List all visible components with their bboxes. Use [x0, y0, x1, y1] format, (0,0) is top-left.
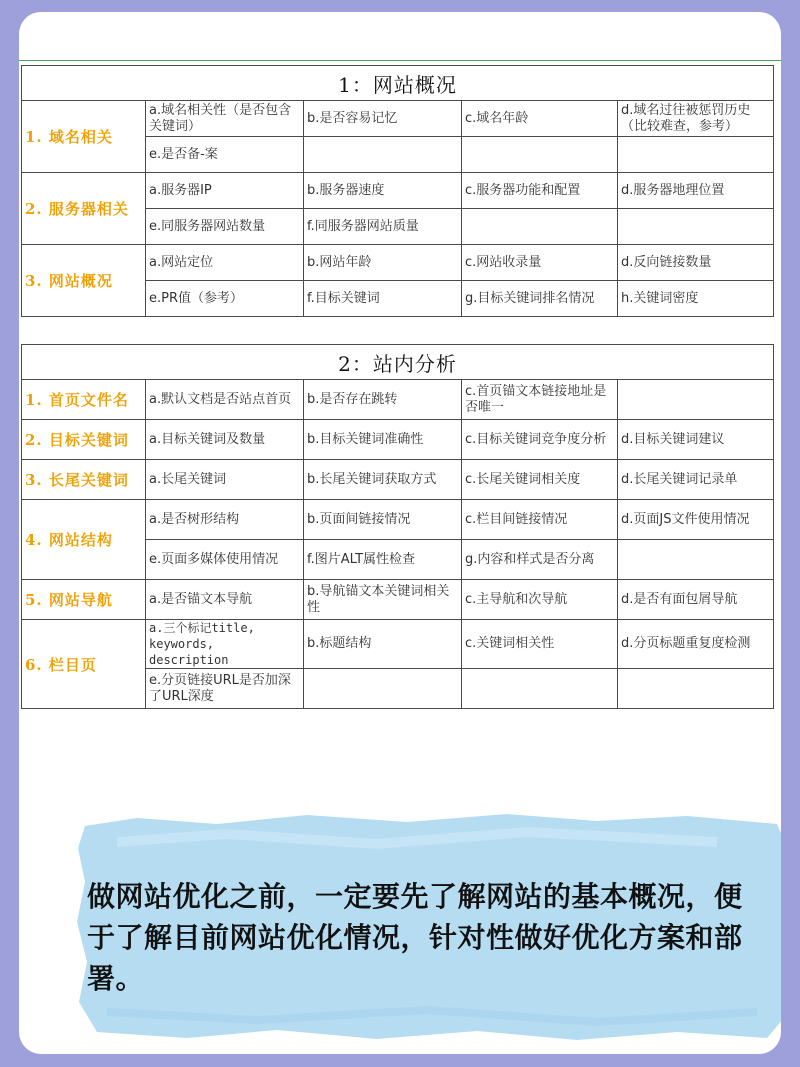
table-cell: a.服务器IP: [146, 173, 304, 209]
table-cell: d.页面JS文件使用情况: [618, 500, 774, 540]
table-row: [22, 500, 774, 540]
category-label: 1. 首页文件名: [22, 380, 146, 420]
table-cell: b.页面间链接情况: [304, 500, 462, 540]
table-row: [22, 380, 774, 420]
table-cell: a.长尾关键词: [146, 460, 304, 500]
table-cell: a.网站定位: [146, 245, 304, 281]
section-title: 1：网站概况: [22, 66, 774, 101]
table-cell: d.反向链接数量: [618, 245, 774, 281]
table-cell: [462, 137, 618, 173]
table-cell: e.同服务器网站数量: [146, 209, 304, 245]
table-cell: e.页面多媒体使用情况: [146, 540, 304, 580]
table-row: [22, 460, 774, 500]
table-cell: b.导航锚文本关键词相关性: [304, 580, 462, 620]
table-row: [22, 620, 774, 669]
table-cell: c.域名年龄: [462, 101, 618, 137]
table-cell: a.是否锚文本导航: [146, 580, 304, 620]
table-cell: b.服务器速度: [304, 173, 462, 209]
table-cell: d.目标关键词建议: [618, 420, 774, 460]
table-cell: f.图片ALT属性检查: [304, 540, 462, 580]
table-cell: b.网站年龄: [304, 245, 462, 281]
table-cell: e.PR值（参考）: [146, 281, 304, 317]
section-table-overview: [21, 65, 774, 317]
category-label: 4. 网站结构: [22, 500, 146, 580]
table-cell: c.服务器功能和配置: [462, 173, 618, 209]
table-row: [22, 245, 774, 281]
table-cell: [618, 137, 774, 173]
category-label: 3. 网站概况: [22, 245, 146, 317]
table-cell: d.服务器地理位置: [618, 173, 774, 209]
table-cell: [618, 209, 774, 245]
table-cell: c.长尾关键词相关度: [462, 460, 618, 500]
table-cell: h.关键词密度: [618, 281, 774, 317]
table-cell: g.目标关键词排名情况: [462, 281, 618, 317]
table-cell: e.是否备-案: [146, 137, 304, 173]
table-cell: d.分页标题重复度检测: [618, 620, 774, 669]
table-cell: c.目标关键词竞争度分析: [462, 420, 618, 460]
table-cell: a.是否树形结构: [146, 500, 304, 540]
table-cell: a.默认文档是否站点首页: [146, 380, 304, 420]
table-cell: b.目标关键词准确性: [304, 420, 462, 460]
table-cell: c.主导航和次导航: [462, 580, 618, 620]
table-row: [22, 173, 774, 209]
summary-text: 做网站优化之前，一定要先了解网站的基本概况，便于了解目前网站优化情况，针对性做好优化方案和部署。: [87, 880, 743, 995]
table-cell: [462, 669, 618, 709]
table-row: [22, 580, 774, 620]
table-cell: c.栏目间链接情况: [462, 500, 618, 540]
table-cell: b.标题结构: [304, 620, 462, 669]
category-label: 5. 网站导航: [22, 580, 146, 620]
table-cell: c.首页锚文本链接地址是否唯一: [462, 380, 618, 420]
section-table-onsite: [21, 344, 774, 709]
table-cell: e.分页链接URL是否加深了URL深度: [146, 669, 304, 709]
table-cell: [304, 137, 462, 173]
table-cell: d.域名过往被惩罚历史（比较难查，参考）: [618, 101, 774, 137]
table-cell: g.内容和样式是否分离: [462, 540, 618, 580]
table-cell: [462, 209, 618, 245]
table-cell: b.长尾关键词获取方式: [304, 460, 462, 500]
section-title: 2：站内分析: [22, 345, 774, 380]
table-cell: a.目标关键词及数量: [146, 420, 304, 460]
category-label: 2. 目标关键词: [22, 420, 146, 460]
table-cell: [618, 540, 774, 580]
table-row: [22, 420, 774, 460]
table-row: [22, 101, 774, 137]
table-cell: b.是否容易记忆: [304, 101, 462, 137]
divider-line: [19, 60, 781, 61]
table-cell: f.目标关键词: [304, 281, 462, 317]
table-cell: d.是否有面包屑导航: [618, 580, 774, 620]
table-cell: [618, 380, 774, 420]
table-cell: c.关键词相关性: [462, 620, 618, 669]
category-label: 3. 长尾关键词: [22, 460, 146, 500]
table-cell: [618, 669, 774, 709]
table-cell: [304, 669, 462, 709]
table-cell: a.域名相关性（是否包含关键词）: [146, 101, 304, 137]
table-cell: c.网站收录量: [462, 245, 618, 281]
table-cell: f.同服务器网站质量: [304, 209, 462, 245]
category-label: 6. 栏目页: [22, 620, 146, 709]
category-label: 1. 域名相关: [22, 101, 146, 173]
table-cell: b.是否存在跳转: [304, 380, 462, 420]
table-cell: a.三个标记title, keywords, description: [146, 620, 304, 669]
document-card: [19, 12, 781, 1054]
category-label: 2. 服务器相关: [22, 173, 146, 245]
table-cell: d.长尾关键词记录单: [618, 460, 774, 500]
